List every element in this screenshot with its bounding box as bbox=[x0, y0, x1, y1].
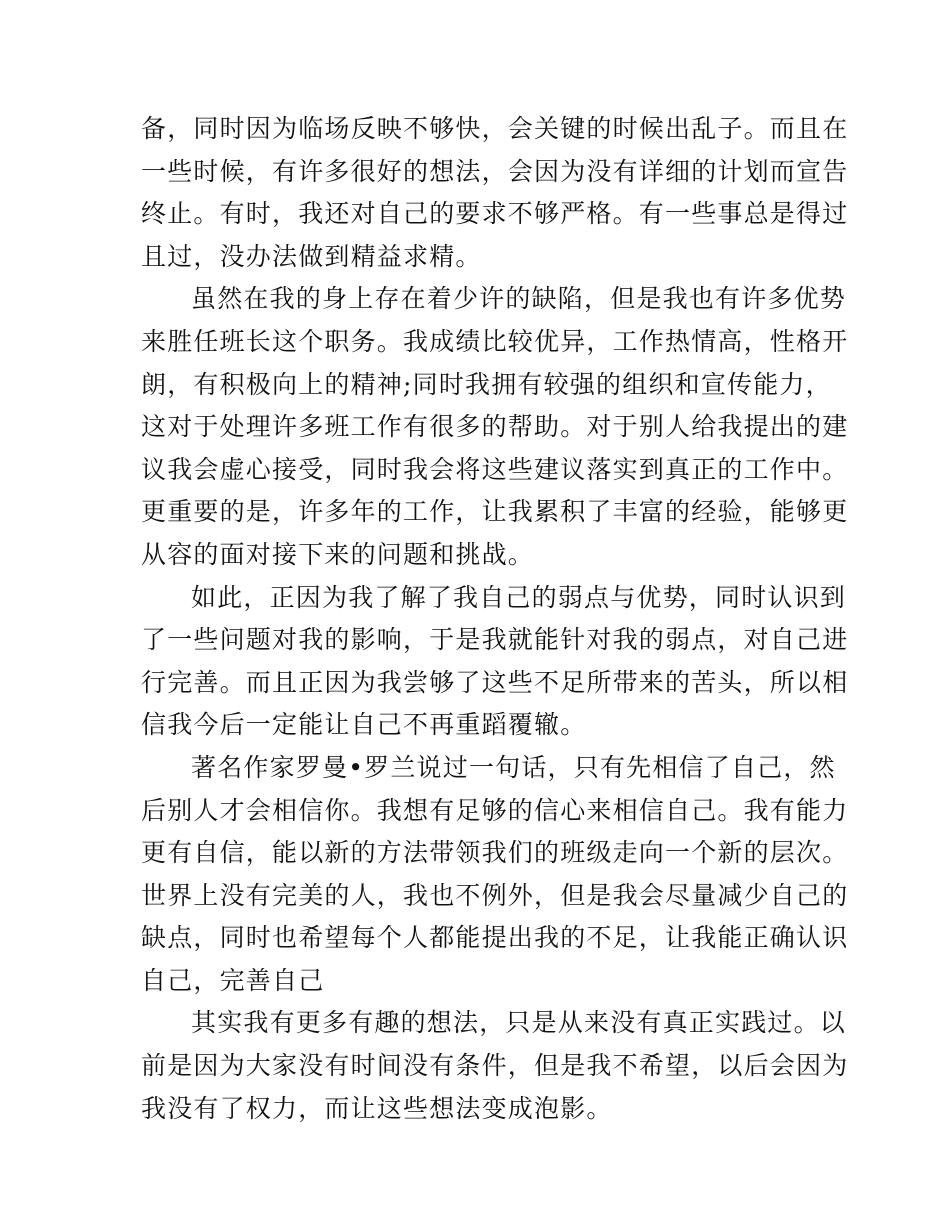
text-line: 其实我有更多有趣的想法，只是从来没有真正实践过。以 bbox=[191, 1008, 847, 1038]
text-line: 世界上没有完美的人，我也不例外，但是我会尽量减少自己的 bbox=[141, 880, 849, 910]
text-line: 后别人才会相信你。我想有足够的信心来相信自己。我有能力 bbox=[141, 795, 849, 825]
text-line: 来胜任班长这个职务。我成绩比较优异，工作热情高，性格开 bbox=[141, 326, 849, 356]
text-line: 从容的面对接下来的问题和挑战。 bbox=[141, 539, 535, 569]
text-line: 虽然在我的身上存在着少许的缺陷，但是我也有许多优势 bbox=[191, 284, 847, 314]
text-line: 如此，正因为我了解了我自己的弱点与优势，同时认识到 bbox=[191, 582, 847, 612]
paragraph bbox=[141, 577, 849, 747]
text-line: 更有自信，能以新的方法带领我们的班级走向一个新的层次。 bbox=[141, 838, 849, 868]
text-line: 信我今后一定能让自己不再重蹈覆辙。 bbox=[141, 710, 587, 740]
text-line: 行完善。而且正因为我尝够了这些不足所带来的苦头，所以相 bbox=[141, 667, 849, 697]
text-line: 且过，没办法做到精益求精。 bbox=[141, 241, 482, 271]
paragraph bbox=[141, 747, 849, 1003]
text-line: 议我会虚心接受，同时我会将这些建议落实到真正的工作中。 bbox=[141, 454, 849, 484]
text-line: 自己，完善自己 bbox=[141, 965, 325, 995]
text-line: 缺点，同时也希望每个人都能提出我的不足，让我能正确认识 bbox=[141, 923, 849, 953]
text-line: 我没有了权力，而让这些想法变成泡影。 bbox=[141, 1093, 613, 1123]
text-line: 了一些问题对我的影响，于是我就能针对我的弱点，对自己进 bbox=[141, 625, 849, 655]
text-line: 一些时候，有许多很好的想法，会因为没有详细的计划而宣告 bbox=[141, 156, 849, 186]
text-line: 著名作家罗曼•罗兰说过一句话，只有先相信了自己，然 bbox=[191, 752, 836, 782]
text-line: 更重要的是，许多年的工作，让我累积了丰富的经验，能够更 bbox=[141, 497, 849, 527]
paragraph bbox=[141, 278, 849, 576]
text-line: 朗，有积极向上的精神;同时我拥有较强的组织和宣传能力， bbox=[141, 369, 832, 399]
paragraph bbox=[141, 1002, 849, 1130]
text-line: 终止。有时，我还对自己的要求不够严格。有一些事总是得过 bbox=[141, 199, 849, 229]
text-line: 前是因为大家没有时间没有条件，但是我不希望，以后会因为 bbox=[141, 1051, 849, 1081]
document-body bbox=[141, 108, 849, 1130]
paragraph bbox=[141, 108, 849, 278]
text-line: 这对于处理许多班工作有很多的帮助。对于别人给我提出的建 bbox=[141, 412, 849, 442]
text-line: 备，同时因为临场反映不够快，会关键的时候出乱子。而且在 bbox=[141, 114, 849, 143]
